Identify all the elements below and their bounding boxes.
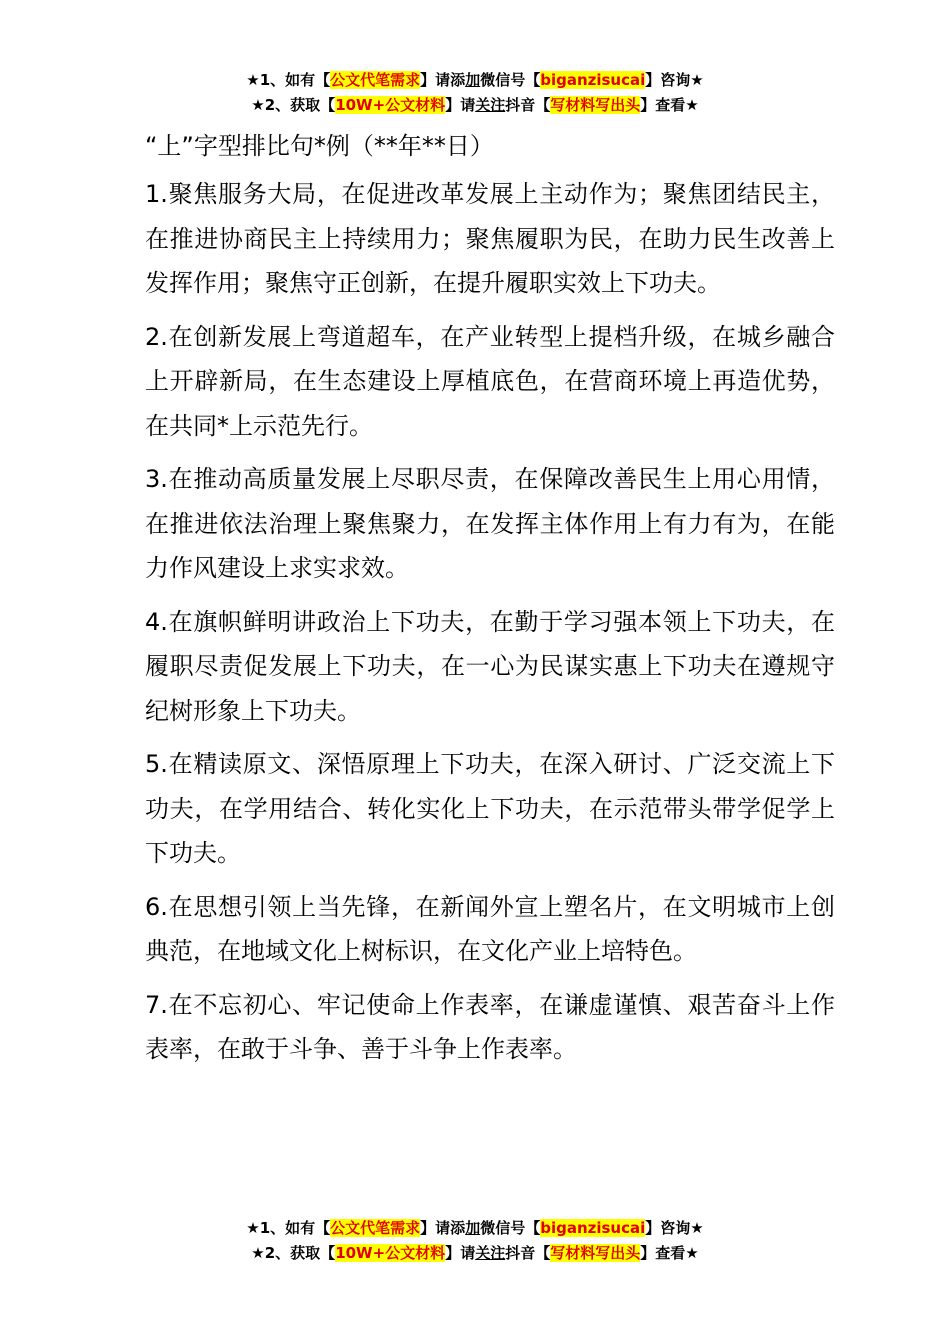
paragraph-1: 1.聚焦服务大局，在促进改革发展上主动作为；聚焦团结民主，在推进协商民主上持续用力；聚焦履职为民，在助力民生改善上发挥作用；聚焦守正创新，在提升履职实效上下功夫。 — [145, 180, 835, 297]
banner-text: 】查看★ — [640, 96, 699, 114]
banner-line-2 — [0, 93, 950, 118]
paragraph-2: 2.在创新发展上弯道超车，在产业转型上提档升级，在城乡融合上开辟新局，在生态建设上厚植底色，在营商环境上再造优势，在共同*上示范先行。 — [145, 322, 835, 440]
banner-highlight: 10W+公文材料 — [335, 96, 446, 114]
banner-highlight: biganzisucai — [540, 71, 646, 89]
banner-text: 】咨询★ — [645, 1219, 704, 1237]
banner-highlight: 10W+公文材料 — [335, 1244, 446, 1262]
document-body — [145, 128, 835, 1081]
banner-line-2 — [0, 1241, 950, 1266]
banner-text: 微信号【 — [480, 1219, 541, 1237]
banner-text: 】请 — [445, 1244, 476, 1262]
banner-highlight: 公文代笔需求 — [330, 71, 421, 89]
banner-line-1 — [0, 1216, 950, 1241]
banner-text: 抖音【 — [505, 96, 551, 114]
banner-text: 抖音【 — [505, 1244, 551, 1262]
banner-underlined-text: 加 — [465, 1219, 481, 1237]
banner-text: 微信号【 — [480, 71, 541, 89]
banner-line-1 — [0, 68, 950, 93]
banner-highlight: 写材料写出头 — [550, 1244, 641, 1262]
paragraph-3: 3.在推动高质量发展上尽职尽责，在保障改善民生上用心用情，在推进依法治理上聚焦聚力，在发挥主体作用上有力有为，在能力作风建设上求实求效。 — [145, 465, 835, 582]
banner-text: ★1、如有【 — [246, 1219, 331, 1237]
header-banner — [0, 68, 950, 118]
banner-highlight: 写材料写出头 — [550, 96, 641, 114]
banner-text: ★2、获取【 — [251, 1244, 336, 1262]
banner-text: 】咨询★ — [645, 71, 704, 89]
banner-text: 】请添 — [420, 71, 466, 89]
banner-underlined-text: 关注 — [475, 96, 506, 114]
banner-text: 】请 — [445, 96, 476, 114]
banner-text: 】请添 — [420, 1219, 466, 1237]
footer-banner — [0, 1216, 950, 1266]
paragraph-4: 4.在旗帜鲜明讲政治上下功夫，在勤于学习强本领上下功夫，在履职尽责促发展上下功夫，在一心为民谋实惠上下功夫在遵规守纪树形象上下功夫。 — [145, 607, 835, 725]
banner-text: ★1、如有【 — [246, 71, 331, 89]
banner-underlined-text: 关注 — [475, 1244, 506, 1262]
paragraph-5: 5.在精读原文、深悟原理上下功夫，在深入研讨、广泛交流上下功夫，在学用结合、转化实化上下功夫，在示范带头带学促学上下功夫。 — [145, 750, 835, 867]
banner-highlight: biganzisucai — [540, 1219, 646, 1237]
banner-underlined-text: 加 — [465, 71, 481, 89]
banner-text: ★2、获取【 — [251, 96, 336, 114]
banner-highlight: 公文代笔需求 — [330, 1219, 421, 1237]
document-title: “上”字型排比句*例（**年**日） — [145, 132, 494, 160]
paragraph-6: 6.在思想引领上当先锋，在新闻外宣上塑名片，在文明城市上创典范，在地域文化上树标识，在文化产业上培特色。 — [145, 892, 835, 965]
banner-text: 】查看★ — [640, 1244, 699, 1262]
paragraph-7: 7.在不忘初心、牢记使命上作表率，在谦虚谨慎、艰苦奋斗上作表率，在敢于斗争、善于斗争上作表率。 — [145, 990, 835, 1063]
